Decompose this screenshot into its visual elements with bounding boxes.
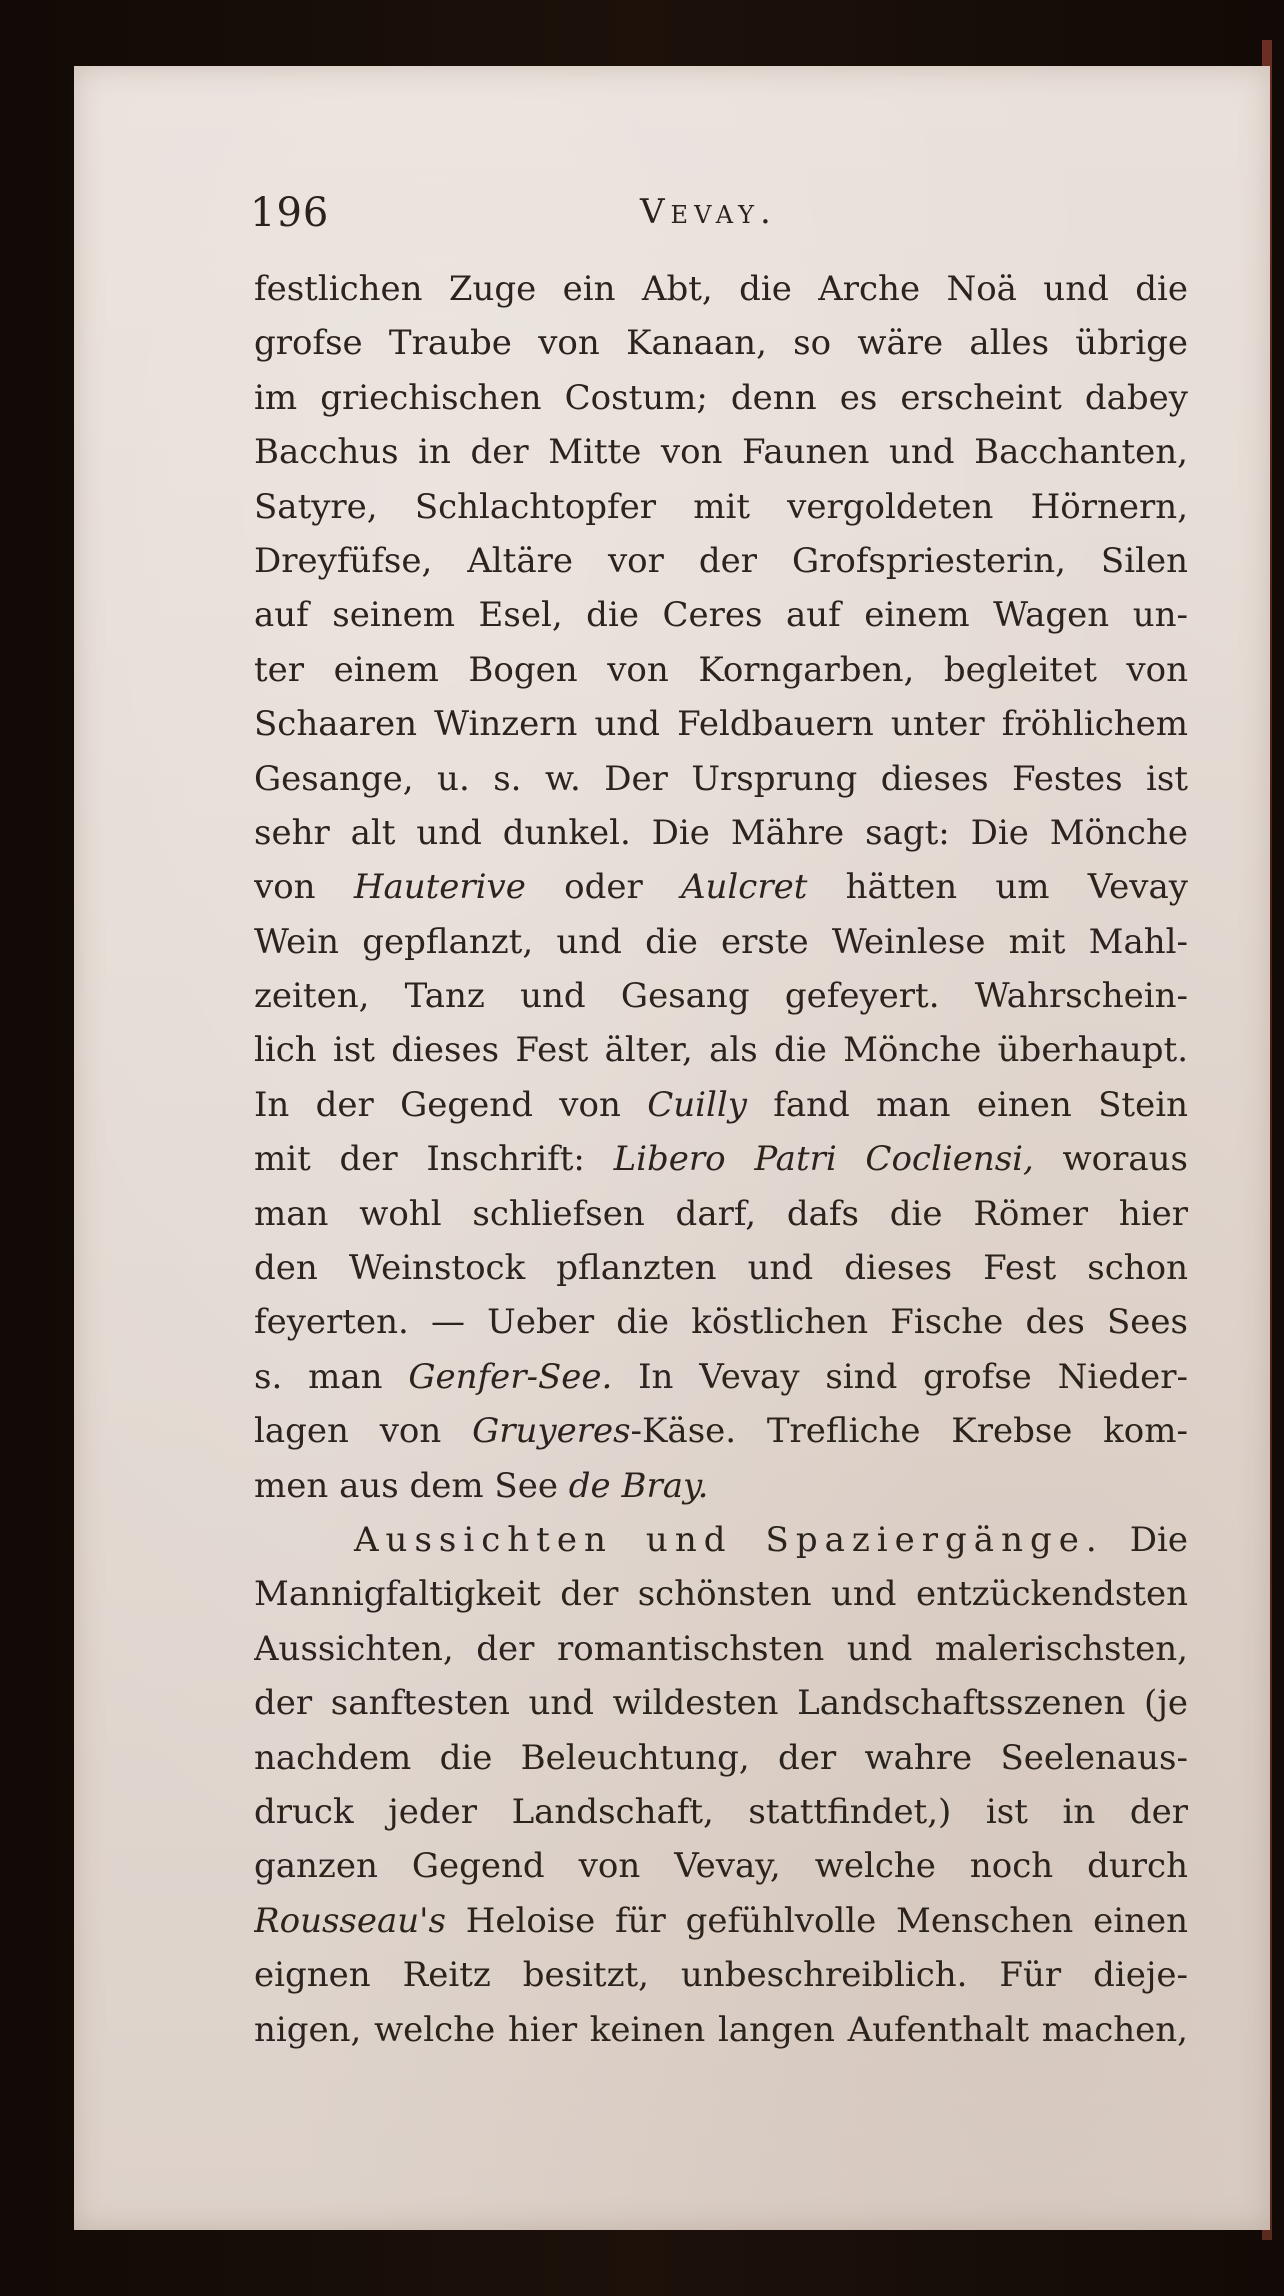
text-line: Dreyfüfse, Altäre vor der Grofspriesterin, Silen [254, 540, 1188, 581]
text-line: nachdem die Beleuchtung, der wahre Seelenaus- [254, 1737, 1188, 1778]
text-run: von [254, 867, 354, 908]
text-run: s. man [254, 1356, 409, 1397]
text-line [254, 1894, 1188, 1948]
place-name-italic: Aulcret [680, 867, 808, 908]
text-line: zeiten, Tanz und Gesang gefeyert. Wahrschein- [254, 976, 1188, 1017]
text-line [254, 1350, 1188, 1404]
text-run: In der Gegend von [254, 1084, 648, 1125]
section-heading-line [254, 1513, 1188, 1567]
text-line: festlichen Zuge ein Abt, die Arche Noä und die [254, 269, 1188, 309]
text-line: Wein gepflanzt, und die erste Weinlese mit Mahl- [254, 921, 1188, 962]
text-line: Bacchus in der Mitte von Faunen und Bacchanten, [254, 432, 1188, 473]
text-run: -Käse. Trefliche Krebse kom- [630, 1411, 1188, 1452]
text-line: ter einem Bogen von Korngarben, begleitet von [254, 649, 1188, 690]
text-run: In Vevay sind grofse Nieder- [612, 1356, 1188, 1397]
section-heading: Aussichten und Spaziergänge. [354, 1519, 1104, 1560]
place-name-italic: Cuilly [647, 1084, 747, 1125]
text-line: ganzen Gegend von Vevay, welche noch durch [254, 1846, 1188, 1887]
page-body [254, 262, 1188, 2057]
text-line: man wohl schliefsen darf, dafs die Römer hier [254, 1193, 1188, 1234]
text-line: feyerten. — Ueber die köstlichen Fische des Sees [254, 1302, 1188, 1343]
page-number: 196 [250, 190, 330, 236]
text-run: Heloise für gefühlvolle Menschen einen [445, 1900, 1188, 1941]
text-run: woraus [1033, 1139, 1188, 1180]
text-line: Schaaren Winzern und Feldbauern unter fröhlichem [254, 704, 1188, 745]
place-name-italic: Gruyeres [472, 1411, 631, 1452]
place-name-italic: de Bray. [568, 1465, 709, 1506]
text-line: nigen, welche hier keinen langen Aufenthalt machen, [254, 2009, 1188, 2050]
text-run: lagen von [254, 1411, 473, 1452]
running-head: Vevay. [640, 192, 777, 232]
text-line [254, 1404, 1188, 1458]
author-name-italic: Rousseau's [254, 1900, 446, 1941]
text-line [254, 1078, 1188, 1132]
cross-reference-italic: Genfer-See. [408, 1356, 613, 1397]
text-line: den Weinstock pflanzten und dieses Fest schon [254, 1248, 1188, 1289]
text-line [254, 1459, 1188, 1513]
text-line: sehr alt und dunkel. Die Mähre sagt: Die Mönche [254, 812, 1188, 853]
text-line: lich ist dieses Fest älter, als die Mönche überhaupt. [254, 1030, 1188, 1071]
text-line [254, 860, 1188, 914]
text-run: oder [525, 867, 681, 908]
text-run: Die [1103, 1519, 1188, 1560]
text-line: im griechischen Costum; denn es erscheint dabey [254, 377, 1188, 418]
text-run: fand man einen Stein [746, 1084, 1188, 1125]
text-line: eignen Reitz besitzt, unbeschreiblich. Für dieje- [254, 1955, 1188, 1996]
text-line: der sanftesten und wildesten Landschaftsszenen (je [254, 1683, 1188, 1724]
place-name-italic: Hauterive [353, 867, 526, 908]
text-line: Gesange, u. s. w. Der Ursprung dieses Festes ist [254, 758, 1188, 799]
text-line: grofse Traube von Kanaan, so wäre alles übrige [254, 323, 1188, 364]
text-line: Aussichten, der romantischsten und malerischsten, [254, 1628, 1188, 1669]
inscription-italic: Libero Patri Cocliensi, [613, 1139, 1034, 1180]
text-line: auf seinem Esel, die Ceres auf einem Wagen un- [254, 595, 1188, 636]
text-line: Mannigfaltigkeit der schönsten und entzückendsten [254, 1574, 1188, 1615]
text-line: Satyre, Schlachtopfer mit vergoldeten Hörnern, [254, 486, 1188, 527]
text-line [254, 1132, 1188, 1186]
text-run: men aus dem See [254, 1465, 569, 1506]
page-header [250, 190, 1050, 250]
text-line: druck jeder Landschaft, stattfindet,) ist in der [254, 1791, 1188, 1832]
text-run: mit der Inschrift: [254, 1139, 614, 1180]
text-run: hätten um Vevay [807, 867, 1188, 908]
